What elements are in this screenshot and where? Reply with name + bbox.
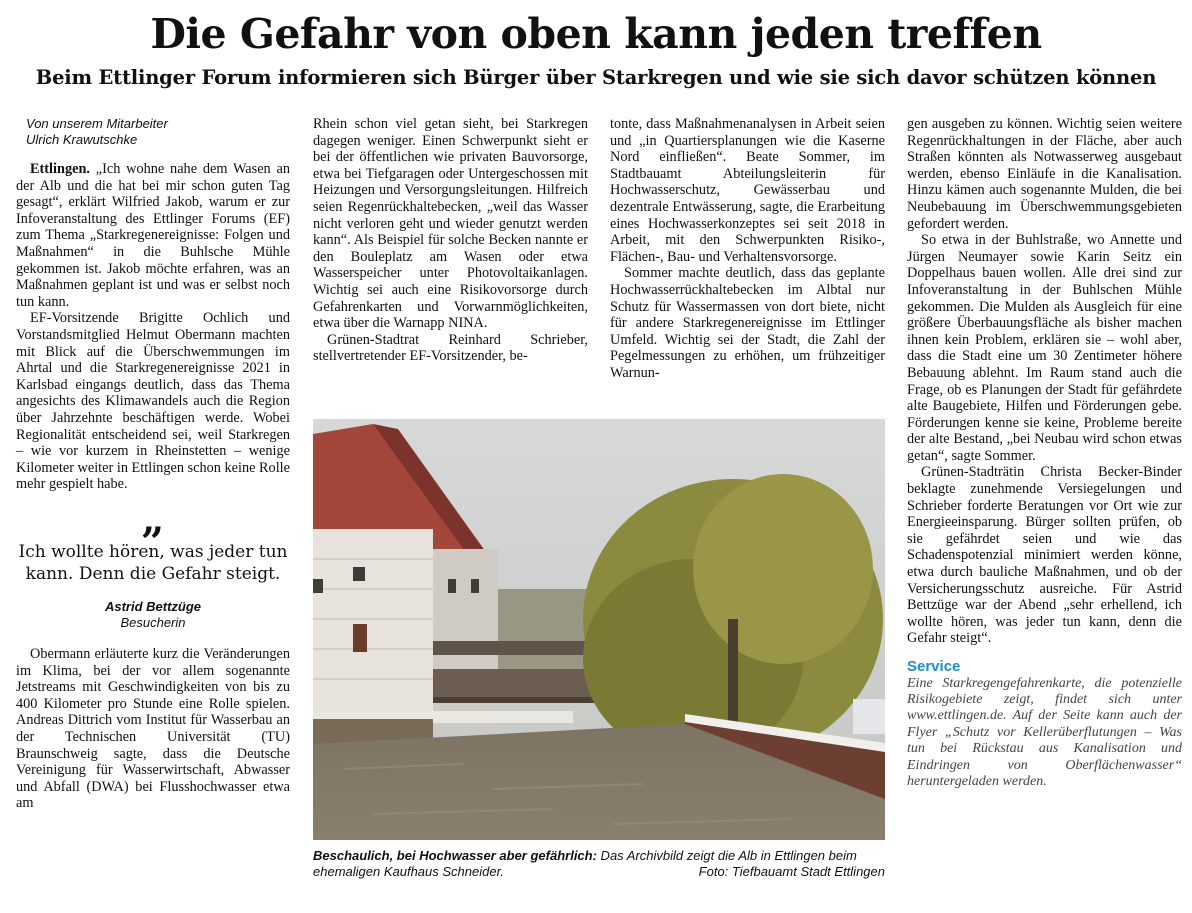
caption-lead: Beschaulich, bei Hochwasser aber gefährlich:: [313, 848, 597, 863]
paragraph-3: Obermann erläuterte kurz die Veränderungen im Klima, bei der vor allem sogenannte Jetstreams mit Geschwindigkeiten von bis zu 400 Kilometer pro Stunde eine Rolle spielen. Andreas Dittrich vom Institut für Wasserbau an der Technischen Universität (TU) Braunschweig sagte, dass die Deutsche Vereinigung für Wasserwirtschaft, Abwasser und Abfall (DWA) bei Flusshochwasser etwa am: [16, 646, 290, 812]
service-title: Service: [907, 658, 961, 675]
quote-role: Besucherin: [120, 615, 186, 631]
quote-mark-icon: „: [141, 495, 165, 543]
paragraph-5a: Grünen-Stadtrat Reinhard Schrieber, stellvertretender EF-Vorsitzender, be-: [313, 331, 588, 365]
paragraph-6b: gen ausgeben zu können. Wichtig seien weitere Regenrückhaltungen in der Fläche, aber auch Straßen könnten als Notwasserweg ausgebaut werden, ebenso Einläufe in die Kanalisation. Hinzu kämen auch sogenannte Mulden, die bei Neubebauung im Überschwemmungsgebieten gefordert werden.: [907, 116, 1182, 232]
article-column-4: [907, 116, 1182, 790]
paragraph-1-text: „Ich wohne nahe dem Wasen an der Alb und die hat bei mir schon guten Tag gesagt“, erklärt Wilfried Jakob, warum er zur Infoveranstaltung des Ettlinger Forums (EF) zum Thema „Starkregenereignisse: Folgen und Maßnahmen“ in die Buhlsche Mühle gekommen ist. Jakob möchte erfahren, was an Maßnahmen geplant ist und was er selbst noch tun kann.: [16, 161, 290, 310]
dateline: Ettlingen.: [30, 161, 90, 177]
byline-role: Von unserem Mitarbeiter: [26, 116, 168, 131]
paragraph-4: Rhein schon viel getan sieht, bei Starkregen dagegen weniger. Einen Schwerpunkt sieht er bei der öffentlichen wie privaten Bauvorsorge, etwa bei Tiefgaragen oder Untergeschossen mit Heizungen und Versorgungsleitungen. Hilfreich seien Regenrückhaltebecken, „weil das Wasser nicht verloren geht und wieder genutzt werden kann“. Als Beispiel für solche Becken nannte er den Bouleplatz am Wasen oder etwa Wasserspeicher unter Photovoltaikanlagen. Wichtig sei auch eine Risikovorsorge durch Gefahrenkarten und Vorwarnmöglichkeiten, etwa über die Warnapp NINA.: [313, 116, 588, 332]
paragraph-6a: Sommer machte deutlich, dass das geplante Hochwasserrückhaltebecken im Albtal nur Schutz für Wassermassen von dort biete, nicht für andere Starkregenereignisse im Ettlinger Umfeld. Wichtig sei der Stadt, die Zahl der Pegelmessungen zu erhöhen, um frühzeitiger Warnun-: [610, 265, 885, 381]
byline: [26, 116, 290, 147]
article-column-1: [16, 116, 290, 812]
article-photo: [313, 419, 885, 840]
paragraph-8: Grünen-Stadträtin Christa Becker-Binder beklagte zunehmende Versiegelungen und Schrieber forderte Beratungen vor Ort wie zur Energieeinsparung. Bürger sollten prüfen, ob sie gefährdet seien und wie das Schadenspotenzial minimiert werden könne, etwa durch bauliche Maßnahmen, und ob der Versicherungsschutz ausreiche. Für Astrid Bettzüge war der Abend „sehr erhellend, ich wollte hören, was jeder tun kann, denn die Gefahr steigt“.: [907, 464, 1182, 647]
river-scene-image: [313, 419, 885, 840]
subheadline: Beim Ettlinger Forum informieren sich Bürger über Starkregen und wie sie sich davor schützen können: [35, 66, 1157, 89]
paragraph-5b: tonte, dass Maßnahmenanalysen in Arbeit seien und „in Quartiersplanungen wie die Kaserne Nord einfließen“. Beate Sommer, im Stadtbauamt Abteilungsleiterin für Hochwasserschutz, Gewässerbau und dezentrale Entwässerung, sagte, die Erarbeitung eines Hochwasserkonzeptes sei seit 2018 in Arbeit, mit den Schwerpunkten Risiko-, Flächen-, Bau- und Verhaltensvorsorge.: [610, 116, 885, 265]
article-column-3: [610, 116, 885, 382]
paragraph-7: So etwa in der Buhlstraße, wo Annette und Jürgen Neumayer sowie Karin Seitz ein Doppelhaus bauen wollen. Alle drei sind zur Infoveranstaltung in der Buhlschen Mühle gekommen. Die Mulden als Ausgleich für eine größere Überbauungsfläche als bisher machen ihnen kein Problem, erklären sie – wohl aber, dass die Stadt eine um 30 Zentimeter höhere Bebauung ablehnt. Im Raum stand auch die Frage, ob es Planungen der Stadt für gefährdete alte Baugebiete, Hilfen und Förderungen gebe. Förderungen kenne sie keine, Probleme bereite der alte Bestand, „bei Neubau wird schon etwas getan“, sagte Sommer.: [907, 232, 1182, 464]
article-column-2: [313, 116, 588, 365]
byline-author: Ulrich Krawutschke: [26, 131, 138, 147]
service-text: Eine Starkregengefahrenkarte, die potenzielle Risikogebiete zeigt, findet sich unter www.ettlingen.de. Auf der Seite kann auch der Flyer „Schutz vor Kellerüberflutungen – Was tun bei Rückstau aus Kanalisation und Eindringen von Oberflächenwasser“ heruntergeladen werden.: [907, 675, 1182, 790]
caption-text: Das Archivbild zeigt die Alb in Ettlingen beim ehemaligen Kaufhaus Schneider.: [313, 848, 857, 879]
photo-credit: Foto: Tiefbauamt Stadt Ettlingen: [698, 864, 885, 879]
headline: Die Gefahr von oben kann jeden treffen: [150, 10, 1042, 58]
pull-quote: [16, 495, 290, 632]
quote-text: Ich wollte hören, was jeder tun kann. Denn die Gefahr steigt.: [18, 541, 288, 584]
photo-caption: [313, 848, 885, 880]
quote-author: Astrid Bettzüge: [104, 598, 202, 614]
paragraph-2: EF-Vorsitzende Brigitte Ochlich und Vorstandsmitglied Helmut Obermann machten mit Blick auf die Überschwemmungen im Ahrtal und die Starkregenereignisse 2021 in Karlsbad eingangs deutlich, dass das Thema angesichts des Klimawandels auch die Region über Jahrzehnte beschäftigen werde. Wobei Regionalität entscheidend sei, weil Starkregen – wie vor kurzem in Rheinstetten – wenige Kilometer weiter in Ettlingen schon keine Rolle mehr gespielt habe.: [16, 310, 290, 493]
paragraph-1: [16, 161, 290, 310]
